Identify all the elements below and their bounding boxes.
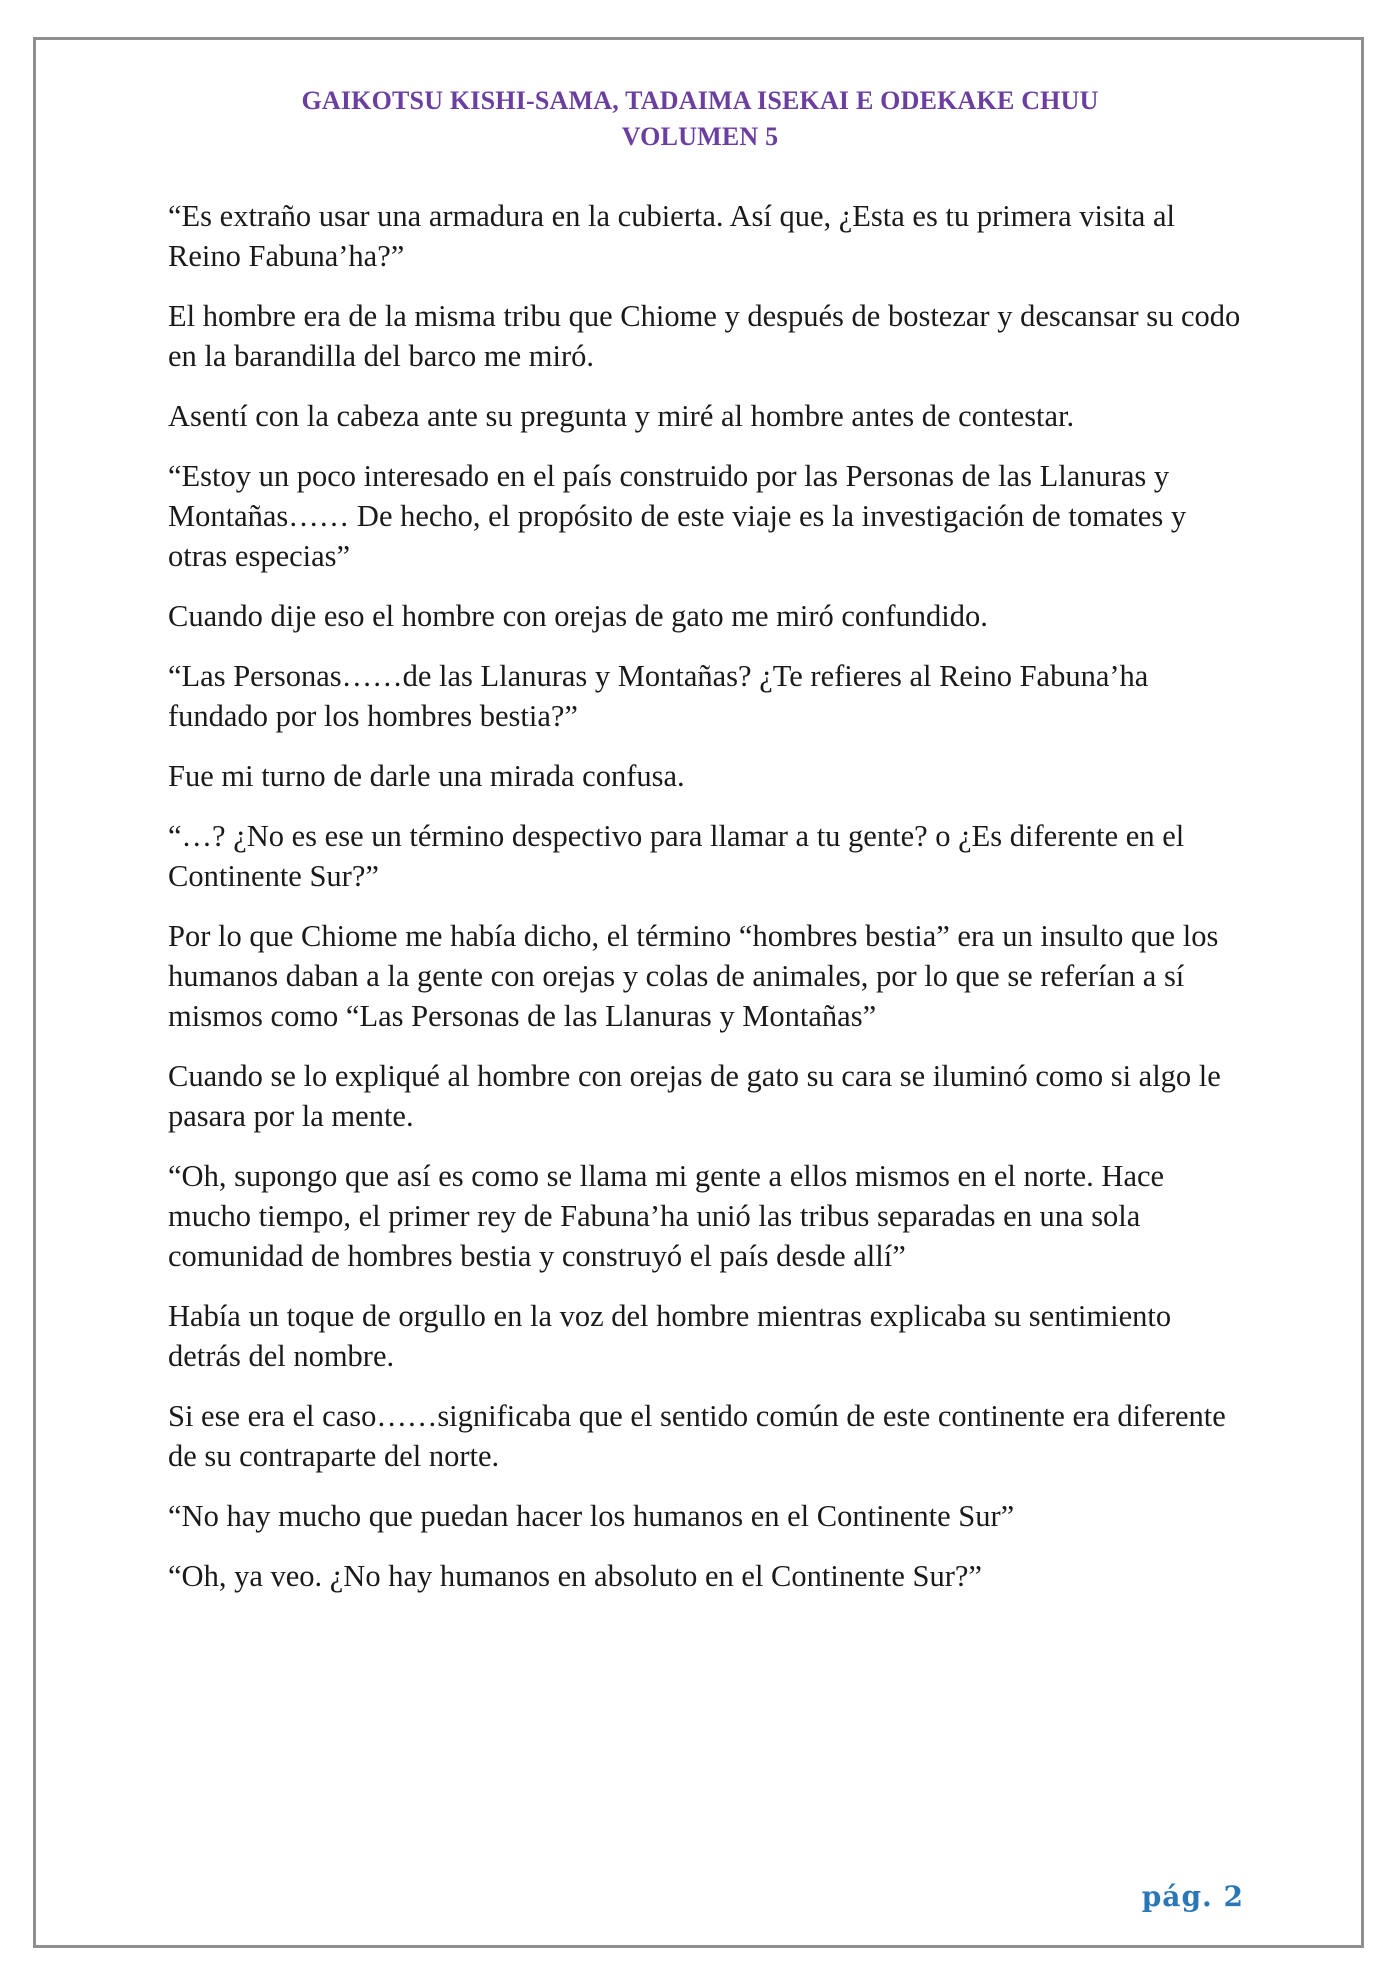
paragraph: Asentí con la cabeza ante su pregunta y miré al hombre antes de contestar. (168, 399, 1075, 433)
document-header (0, 83, 1400, 155)
paragraph: El hombre era de la misma tribu que Chiome y después de bostezar y descansar su codo en la barandilla del barco me miró. (168, 299, 1241, 373)
volume-label: VOLUMEN 5 (621, 122, 779, 151)
paragraph: Si ese era el caso……significaba que el sentido común de este continente era diferente de su contraparte del norte. (168, 1399, 1226, 1473)
paragraph: Por lo que Chiome me había dicho, el término “hombres bestia” era un insulto que los humanos daban a la gente con orejas y colas de animales, por lo que se referían a sí mismos como “Las Personas de las Llanuras y Montañas” (168, 919, 1219, 1033)
paragraph: Fue mi turno de darle una mirada confusa. (168, 759, 685, 793)
book-title: GAIKOTSU KISHI-SAMA, TADAIMA ISEKAI E ODEKAKE CHUU (301, 86, 1099, 115)
paragraph: Cuando se lo expliqué al hombre con orejas de gato su cara se iluminó como si algo le pasara por la mente. (168, 1059, 1221, 1133)
paragraph: “Estoy un poco interesado en el país construido por las Personas de las Llanuras y Montañas…… De hecho, el propósito de este viaje es la investigación de tomates y otras especias” (168, 459, 1187, 573)
paragraph: “Las Personas……de las Llanuras y Montañas? ¿Te refieres al Reino Fabuna’ha fundado por los hombres bestia?” (168, 659, 1149, 733)
chapter-body (168, 196, 1248, 1616)
paragraph: Cuando dije eso el hombre con orejas de gato me miró confundido. (168, 599, 988, 633)
paragraph: “No hay mucho que puedan hacer los humanos en el Continente Sur” (168, 1499, 1015, 1533)
paragraph: “…? ¿No es ese un término despectivo para llamar a tu gente? o ¿Es diferente en el Continente Sur?” (168, 819, 1185, 893)
paragraph: “Oh, ya veo. ¿No hay humanos en absoluto en el Continente Sur?” (168, 1559, 982, 1593)
page-number: pág. 2 (1141, 1880, 1244, 1913)
paragraph: Había un toque de orgullo en la voz del hombre mientras explicaba su sentimiento detrás del nombre. (168, 1299, 1172, 1373)
paragraph: “Oh, supongo que así es como se llama mi gente a ellos mismos en el norte. Hace mucho tiempo, el primer rey de Fabuna’ha unió las tribus separadas en una sola comunidad de hombres bestia y construyó el país desde allí” (168, 1159, 1165, 1273)
paragraph: “Es extraño usar una armadura en la cubierta. Así que, ¿Esta es tu primera visita al Reino Fabuna’ha?” (168, 199, 1175, 273)
